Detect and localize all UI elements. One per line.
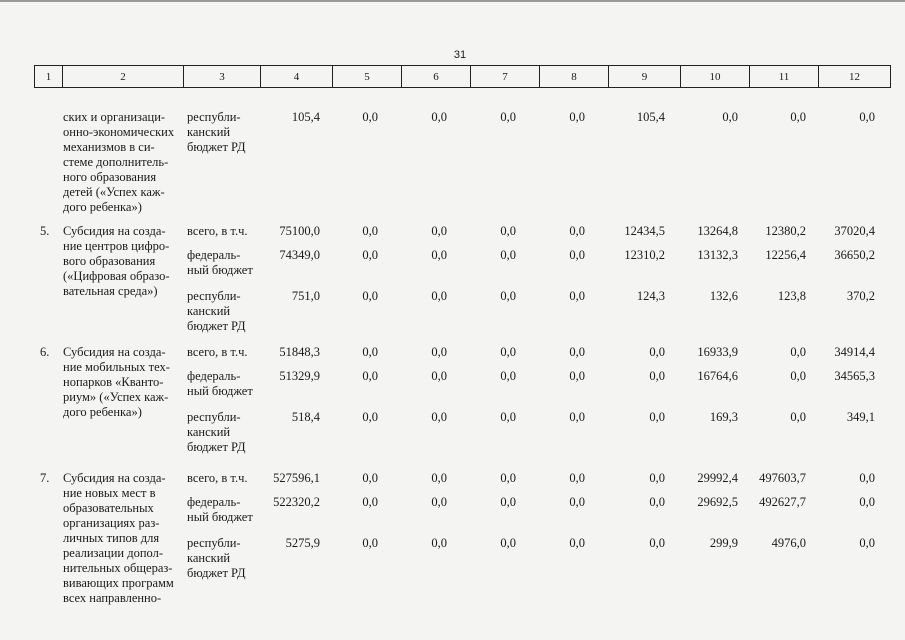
amount-value: 29992,4 xyxy=(697,471,738,485)
amount-value: 0,0 xyxy=(362,410,378,424)
amount-value: 0,0 xyxy=(362,345,378,359)
amount-value: 0,0 xyxy=(431,369,447,383)
amount-value: 0,0 xyxy=(362,110,378,124)
amount-value: 0,0 xyxy=(362,224,378,238)
column-number: 3 xyxy=(184,66,261,88)
row-number: 5. xyxy=(40,224,50,238)
column-number: 11 xyxy=(750,66,819,88)
amount-value: 0,0 xyxy=(649,471,665,485)
budget-source-label: республи- канский бюджет РД xyxy=(187,110,246,154)
amount-value: 105,4 xyxy=(636,110,665,124)
amount-value: 0,0 xyxy=(500,224,516,238)
amount-value: 0,0 xyxy=(569,110,585,124)
amount-value: 497603,7 xyxy=(759,471,806,485)
amount-value: 74349,0 xyxy=(279,248,320,262)
column-number: 5 xyxy=(333,66,402,88)
amount-value: 123,8 xyxy=(777,289,806,303)
row-title: Субсидия на созда- ние новых мест в образовательных организациях раз- личных типов для реализации допол- нительных общераз- вивающих программ всех направленно- xyxy=(63,471,174,605)
amount-value: 0,0 xyxy=(500,471,516,485)
amount-value: 349,1 xyxy=(846,410,875,424)
column-number: 2 xyxy=(63,66,184,88)
amount-value: 12380,2 xyxy=(765,224,806,238)
column-number: 12 xyxy=(819,66,891,88)
amount-value: 0,0 xyxy=(431,471,447,485)
budget-source-label: республи- канский бюджет РД xyxy=(187,536,246,580)
amount-value: 0,0 xyxy=(500,369,516,383)
budget-source-label: федераль- ный бюджет xyxy=(187,248,253,277)
amount-value: 0,0 xyxy=(500,345,516,359)
column-number: 6 xyxy=(402,66,471,88)
amount-value: 16764,6 xyxy=(697,369,738,383)
amount-value: 29692,5 xyxy=(697,495,738,509)
amount-value: 370,2 xyxy=(846,289,875,303)
budget-source-label: республи- канский бюджет РД xyxy=(187,410,246,454)
amount-value: 37020,4 xyxy=(834,224,875,238)
amount-value: 0,0 xyxy=(649,345,665,359)
amount-value: 0,0 xyxy=(569,410,585,424)
amount-value: 0,0 xyxy=(500,410,516,424)
amount-value: 4976,0 xyxy=(771,536,806,550)
amount-value: 13132,3 xyxy=(697,248,738,262)
amount-value: 12310,2 xyxy=(624,248,665,262)
amount-value: 0,0 xyxy=(500,536,516,550)
amount-value: 0,0 xyxy=(790,345,806,359)
column-number-header xyxy=(34,65,891,88)
amount-value: 105,4 xyxy=(291,110,320,124)
column-number: 9 xyxy=(609,66,681,88)
column-number: 10 xyxy=(681,66,750,88)
amount-value: 0,0 xyxy=(500,495,516,509)
amount-value: 0,0 xyxy=(362,248,378,262)
amount-value: 12434,5 xyxy=(624,224,665,238)
amount-value: 0,0 xyxy=(790,369,806,383)
page-top-edge xyxy=(0,0,905,2)
amount-value: 0,0 xyxy=(362,471,378,485)
amount-value: 0,0 xyxy=(859,536,875,550)
amount-value: 518,4 xyxy=(291,410,320,424)
amount-value: 0,0 xyxy=(362,289,378,303)
amount-value: 492627,7 xyxy=(759,495,806,509)
page-number: 31 xyxy=(453,49,467,61)
amount-value: 0,0 xyxy=(859,471,875,485)
budget-source-label: всего, в т.ч. xyxy=(187,471,248,485)
amount-value: 0,0 xyxy=(362,495,378,509)
amount-value: 75100,0 xyxy=(279,224,320,238)
amount-value: 0,0 xyxy=(500,248,516,262)
amount-value: 0,0 xyxy=(500,289,516,303)
amount-value: 0,0 xyxy=(431,345,447,359)
column-number: 7 xyxy=(471,66,540,88)
amount-value: 34565,3 xyxy=(834,369,875,383)
amount-value: 16933,9 xyxy=(697,345,738,359)
amount-value: 0,0 xyxy=(569,289,585,303)
amount-value: 527596,1 xyxy=(273,471,320,485)
amount-value: 34914,4 xyxy=(834,345,875,359)
amount-value: 0,0 xyxy=(431,248,447,262)
amount-value: 12256,4 xyxy=(765,248,806,262)
amount-value: 0,0 xyxy=(569,536,585,550)
budget-source-label: всего, в т.ч. xyxy=(187,224,248,238)
budget-source-label: федераль- ный бюджет xyxy=(187,369,253,398)
amount-value: 0,0 xyxy=(859,495,875,509)
amount-value: 51329,9 xyxy=(279,369,320,383)
amount-value: 0,0 xyxy=(649,410,665,424)
amount-value: 0,0 xyxy=(649,536,665,550)
amount-value: 36650,2 xyxy=(834,248,875,262)
amount-value: 299,9 xyxy=(709,536,738,550)
amount-value: 0,0 xyxy=(431,289,447,303)
amount-value: 5275,9 xyxy=(285,536,320,550)
amount-value: 0,0 xyxy=(569,495,585,509)
amount-value: 0,0 xyxy=(500,110,516,124)
amount-value: 522320,2 xyxy=(273,495,320,509)
amount-value: 0,0 xyxy=(569,345,585,359)
budget-source-label: республи- канский бюджет РД xyxy=(187,289,246,333)
budget-source-label: всего, в т.ч. xyxy=(187,345,248,359)
amount-value: 0,0 xyxy=(790,110,806,124)
row-title: Субсидия на созда- ние мобильных тех- нопарков «Кванто- риум» («Успех каж- дого ребенка») xyxy=(63,345,170,419)
amount-value: 0,0 xyxy=(431,410,447,424)
amount-value: 0,0 xyxy=(362,536,378,550)
amount-value: 751,0 xyxy=(291,289,320,303)
amount-value: 0,0 xyxy=(362,369,378,383)
row-number: 6. xyxy=(40,345,50,359)
amount-value: 0,0 xyxy=(431,495,447,509)
amount-value: 13264,8 xyxy=(697,224,738,238)
amount-value: 0,0 xyxy=(431,110,447,124)
column-number: 8 xyxy=(540,66,609,88)
amount-value: 0,0 xyxy=(569,224,585,238)
amount-value: 0,0 xyxy=(569,248,585,262)
amount-value: 0,0 xyxy=(859,110,875,124)
amount-value: 0,0 xyxy=(790,410,806,424)
row-title: ских и организаци- онно-экономических механизмов в си- стеме дополнитель- ного образования детей («Успех каж- дого ребенка») xyxy=(63,110,175,214)
column-number: 1 xyxy=(35,66,63,88)
amount-value: 0,0 xyxy=(649,495,665,509)
row-number: 7. xyxy=(40,471,50,485)
row-title: Субсидия на созда- ние центров цифро- вого образования («Цифровая образо- вательная среда») xyxy=(63,224,170,298)
amount-value: 0,0 xyxy=(431,224,447,238)
amount-value: 0,0 xyxy=(722,110,738,124)
amount-value: 0,0 xyxy=(431,536,447,550)
amount-value: 124,3 xyxy=(636,289,665,303)
amount-value: 51848,3 xyxy=(279,345,320,359)
amount-value: 132,6 xyxy=(709,289,738,303)
amount-value: 0,0 xyxy=(649,369,665,383)
amount-value: 0,0 xyxy=(569,471,585,485)
amount-value: 169,3 xyxy=(709,410,738,424)
budget-source-label: федераль- ный бюджет xyxy=(187,495,253,524)
amount-value: 0,0 xyxy=(569,369,585,383)
column-number: 4 xyxy=(261,66,333,88)
